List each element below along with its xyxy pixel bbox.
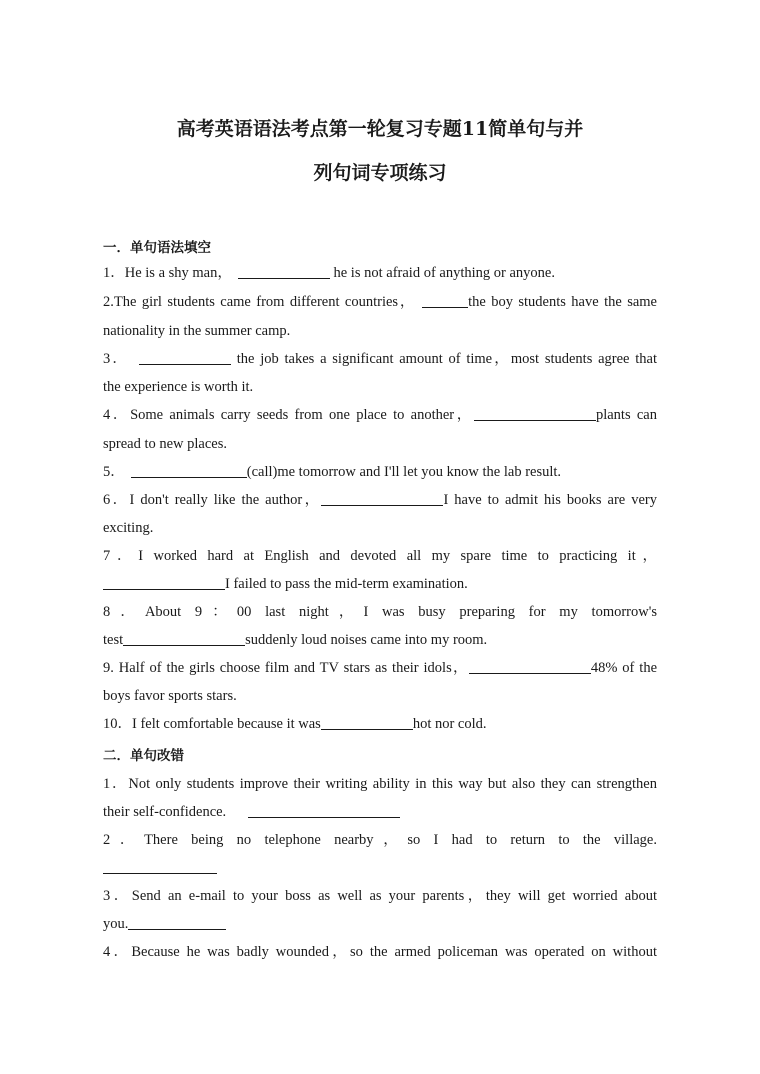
question-9: 9. Half of the girls choose film and TV stars as their idols， 48% of the: [103, 660, 658, 676]
answer-blank[interactable]: [128, 915, 226, 930]
answer-blank[interactable]: [238, 264, 330, 279]
question-3: 3． the job takes a significant amount of time，most students agree that: [103, 351, 657, 367]
question-8-cont: test suddenly loud noises came into my room.: [103, 632, 488, 648]
question-7-cont: I failed to pass the mid-term examination.: [103, 575, 657, 593]
question-7: 7．I worked hard at English and devoted all my spare time to practicing it，: [103, 548, 657, 564]
question-6: 6．I don't really like the author， I have to admit his books are very: [103, 492, 657, 508]
question-4-cont: spread to new places.: [103, 436, 228, 452]
correction-3: 3．Send an e-mail to your boss as well as your parents，they will get worried about: [103, 888, 657, 904]
answer-blank[interactable]: [321, 491, 443, 506]
section-heading-fill-in: 一．单句语法填空: [103, 240, 211, 256]
question-9-cont: boys favor sports stars.: [103, 688, 237, 704]
answer-blank[interactable]: [131, 463, 247, 478]
answer-blank[interactable]: [103, 575, 225, 590]
answer-blank[interactable]: [103, 859, 217, 874]
correction-1: 1．Not only students improve their writing ability in this way but also they can strengthen: [103, 776, 657, 792]
question-4: 4．Some animals carry seeds from one place to another， plants can: [103, 407, 657, 423]
document-title-line1: 高考英语语法考点第一轮复习专题11简单句与并: [176, 118, 584, 140]
question-8: 8．About 9：00 last night，I was busy preparing for my tomorrow's: [103, 604, 657, 620]
section-heading-error-correction: 二．单句改错: [103, 748, 184, 764]
question-5: 5． (call)me tomorrow and I'll let you know the lab result.: [103, 464, 562, 480]
question-1: 1．He is a shy man， he is not afraid of anything or anyone.: [103, 265, 555, 281]
answer-blank[interactable]: [139, 350, 231, 365]
correction-2: 2．There being no telephone nearby，so I had to return to the village.: [103, 832, 657, 848]
answer-blank[interactable]: [474, 406, 596, 421]
correction-4: 4．Because he was badly wounded，so the armed policeman was operated on without: [103, 944, 657, 960]
answer-blank[interactable]: [469, 659, 591, 674]
correction-1-cont: their self-confidence.: [103, 803, 657, 821]
answer-blank[interactable]: [248, 803, 400, 818]
answer-blank[interactable]: [321, 715, 413, 730]
question-6-cont: exciting.: [103, 520, 154, 536]
question-10: 10．I felt comfortable because it was hot nor cold.: [103, 716, 487, 732]
question-2: 2.The girl students came from different countries， the boy students have the same: [103, 294, 657, 310]
document-title-line2: 列句词专项练习: [313, 162, 447, 184]
correction-2-cont: [103, 859, 657, 877]
correction-3-cont: you.: [103, 915, 657, 933]
answer-blank[interactable]: [422, 293, 468, 308]
question-2-cont: nationality in the summer camp.: [103, 323, 291, 339]
question-3-cont: the experience is worth it.: [103, 379, 254, 395]
answer-blank[interactable]: [123, 631, 245, 646]
